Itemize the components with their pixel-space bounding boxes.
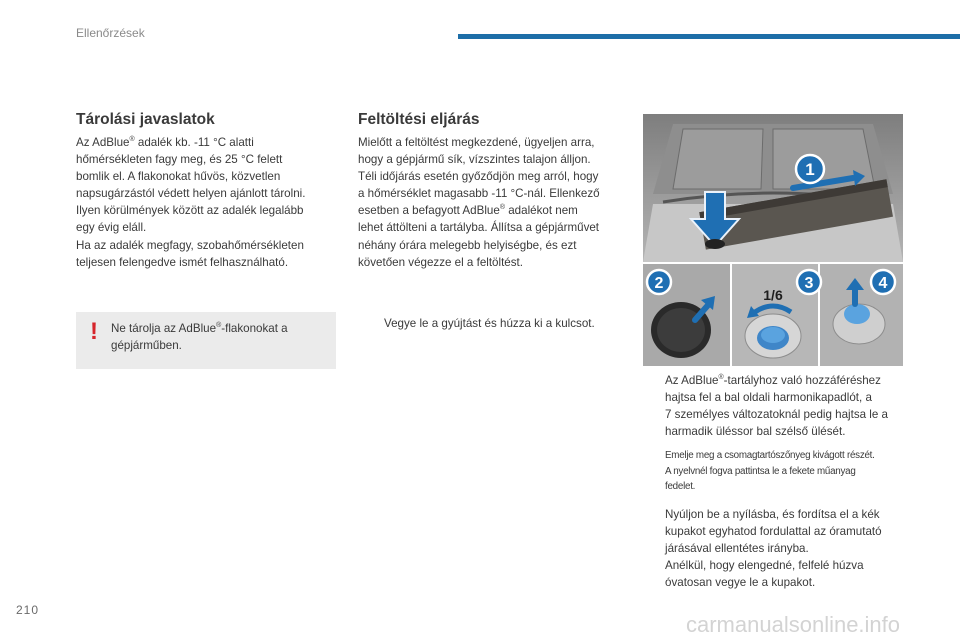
text-line: Az AdBlue® adalék kb. -11 °C alatti	[76, 136, 254, 149]
text-line: napsugárzástól védett helyen ajánlott tárolni.	[76, 187, 306, 201]
storage-paragraph	[76, 134, 336, 271]
text-line: Ha az adalék megfagy, szobahőmérsékleten	[76, 238, 304, 252]
text-line: Mielőtt a feltöltést megkezdené, ügyeljen arra,	[358, 136, 595, 149]
warning-text: Ne tárolja az AdBlue®-flakonokat a gépjárműben.	[111, 322, 288, 352]
text-line: bomlik el. A flakonokat hűvös, közvetlen	[76, 170, 281, 184]
section-title: Ellenőrzések	[76, 26, 145, 40]
filling-paragraph	[358, 134, 623, 271]
text-line: Téli időjárás esetén győződjön meg arról, hogy	[358, 170, 599, 184]
step-reach-in: Nyúljon be a nyílásba, és fordítsa el a kék kupakot egyhatod fordulattal az óramutató járásával ellentétes irányba.	[665, 508, 882, 556]
text-line: lehet áttölteni a tartályba. Állítsa a gépjárművet	[358, 221, 600, 235]
step3-label: 3	[804, 275, 814, 292]
watermark: carmanualsonline.info	[686, 612, 901, 637]
step-lift-cover: Emelje meg a csomagtartószőnyeg kivágott részét.	[665, 450, 875, 461]
text-line: követően végezze el a feltöltést.	[358, 255, 523, 269]
storage-heading: Tárolási javaslatok	[76, 111, 215, 128]
page-number: 210	[16, 603, 40, 617]
filling-heading: Feltöltési eljárás	[358, 111, 480, 128]
step-remove-cover: A nyelvnél fogva pattintsa le a fekete műanyag fedelet.	[665, 466, 856, 492]
warning-icon: !	[90, 318, 98, 345]
step-access: Az AdBlue®-tartályhoz való hozzáféréshez hajtsa fel a bal oldali harmonikapadlót, a 7 személyes változatoknál pedig hajtsa le a harmadik üléssor bal szélső ülését.	[665, 374, 888, 439]
fraction-label: 1/6	[763, 287, 783, 303]
text-line: egy évig eláll.	[76, 221, 147, 235]
header-accent-bar	[458, 34, 960, 39]
text-line: hogy a gépjármű sík, vízszintes talajon álljon.	[358, 153, 591, 167]
text-line: teljesen felengedve ismét felhasználható.	[76, 255, 289, 269]
text-line: hőmérsékleten fagy meg, és 25 °C felett	[76, 153, 283, 167]
text-line: Ilyen körülmények között az adalék legalább	[76, 204, 304, 218]
step2-label: 2	[654, 275, 664, 292]
text-line: a hőmérséklet magasabb -11 °C-nál. Ellenkező	[358, 187, 600, 201]
text-line: esetben a befagyott AdBlue® adalékot nem	[358, 204, 578, 218]
step-pull-cap: Anélkül, hogy elengedné, felfelé húzva óvatosan vegye le a kupakot.	[665, 559, 864, 590]
step4-label: 4	[878, 275, 888, 292]
step-ignition: Vegye le a gyújtást és húzza ki a kulcsot.	[384, 317, 595, 330]
step1-label: 1	[805, 160, 815, 179]
photo-trunk-floor	[643, 114, 903, 262]
text-line: néhány órára melegebb helyiségbe, és ezt	[358, 238, 577, 252]
warning-box	[76, 312, 336, 369]
photo-tank-cap	[643, 264, 903, 366]
